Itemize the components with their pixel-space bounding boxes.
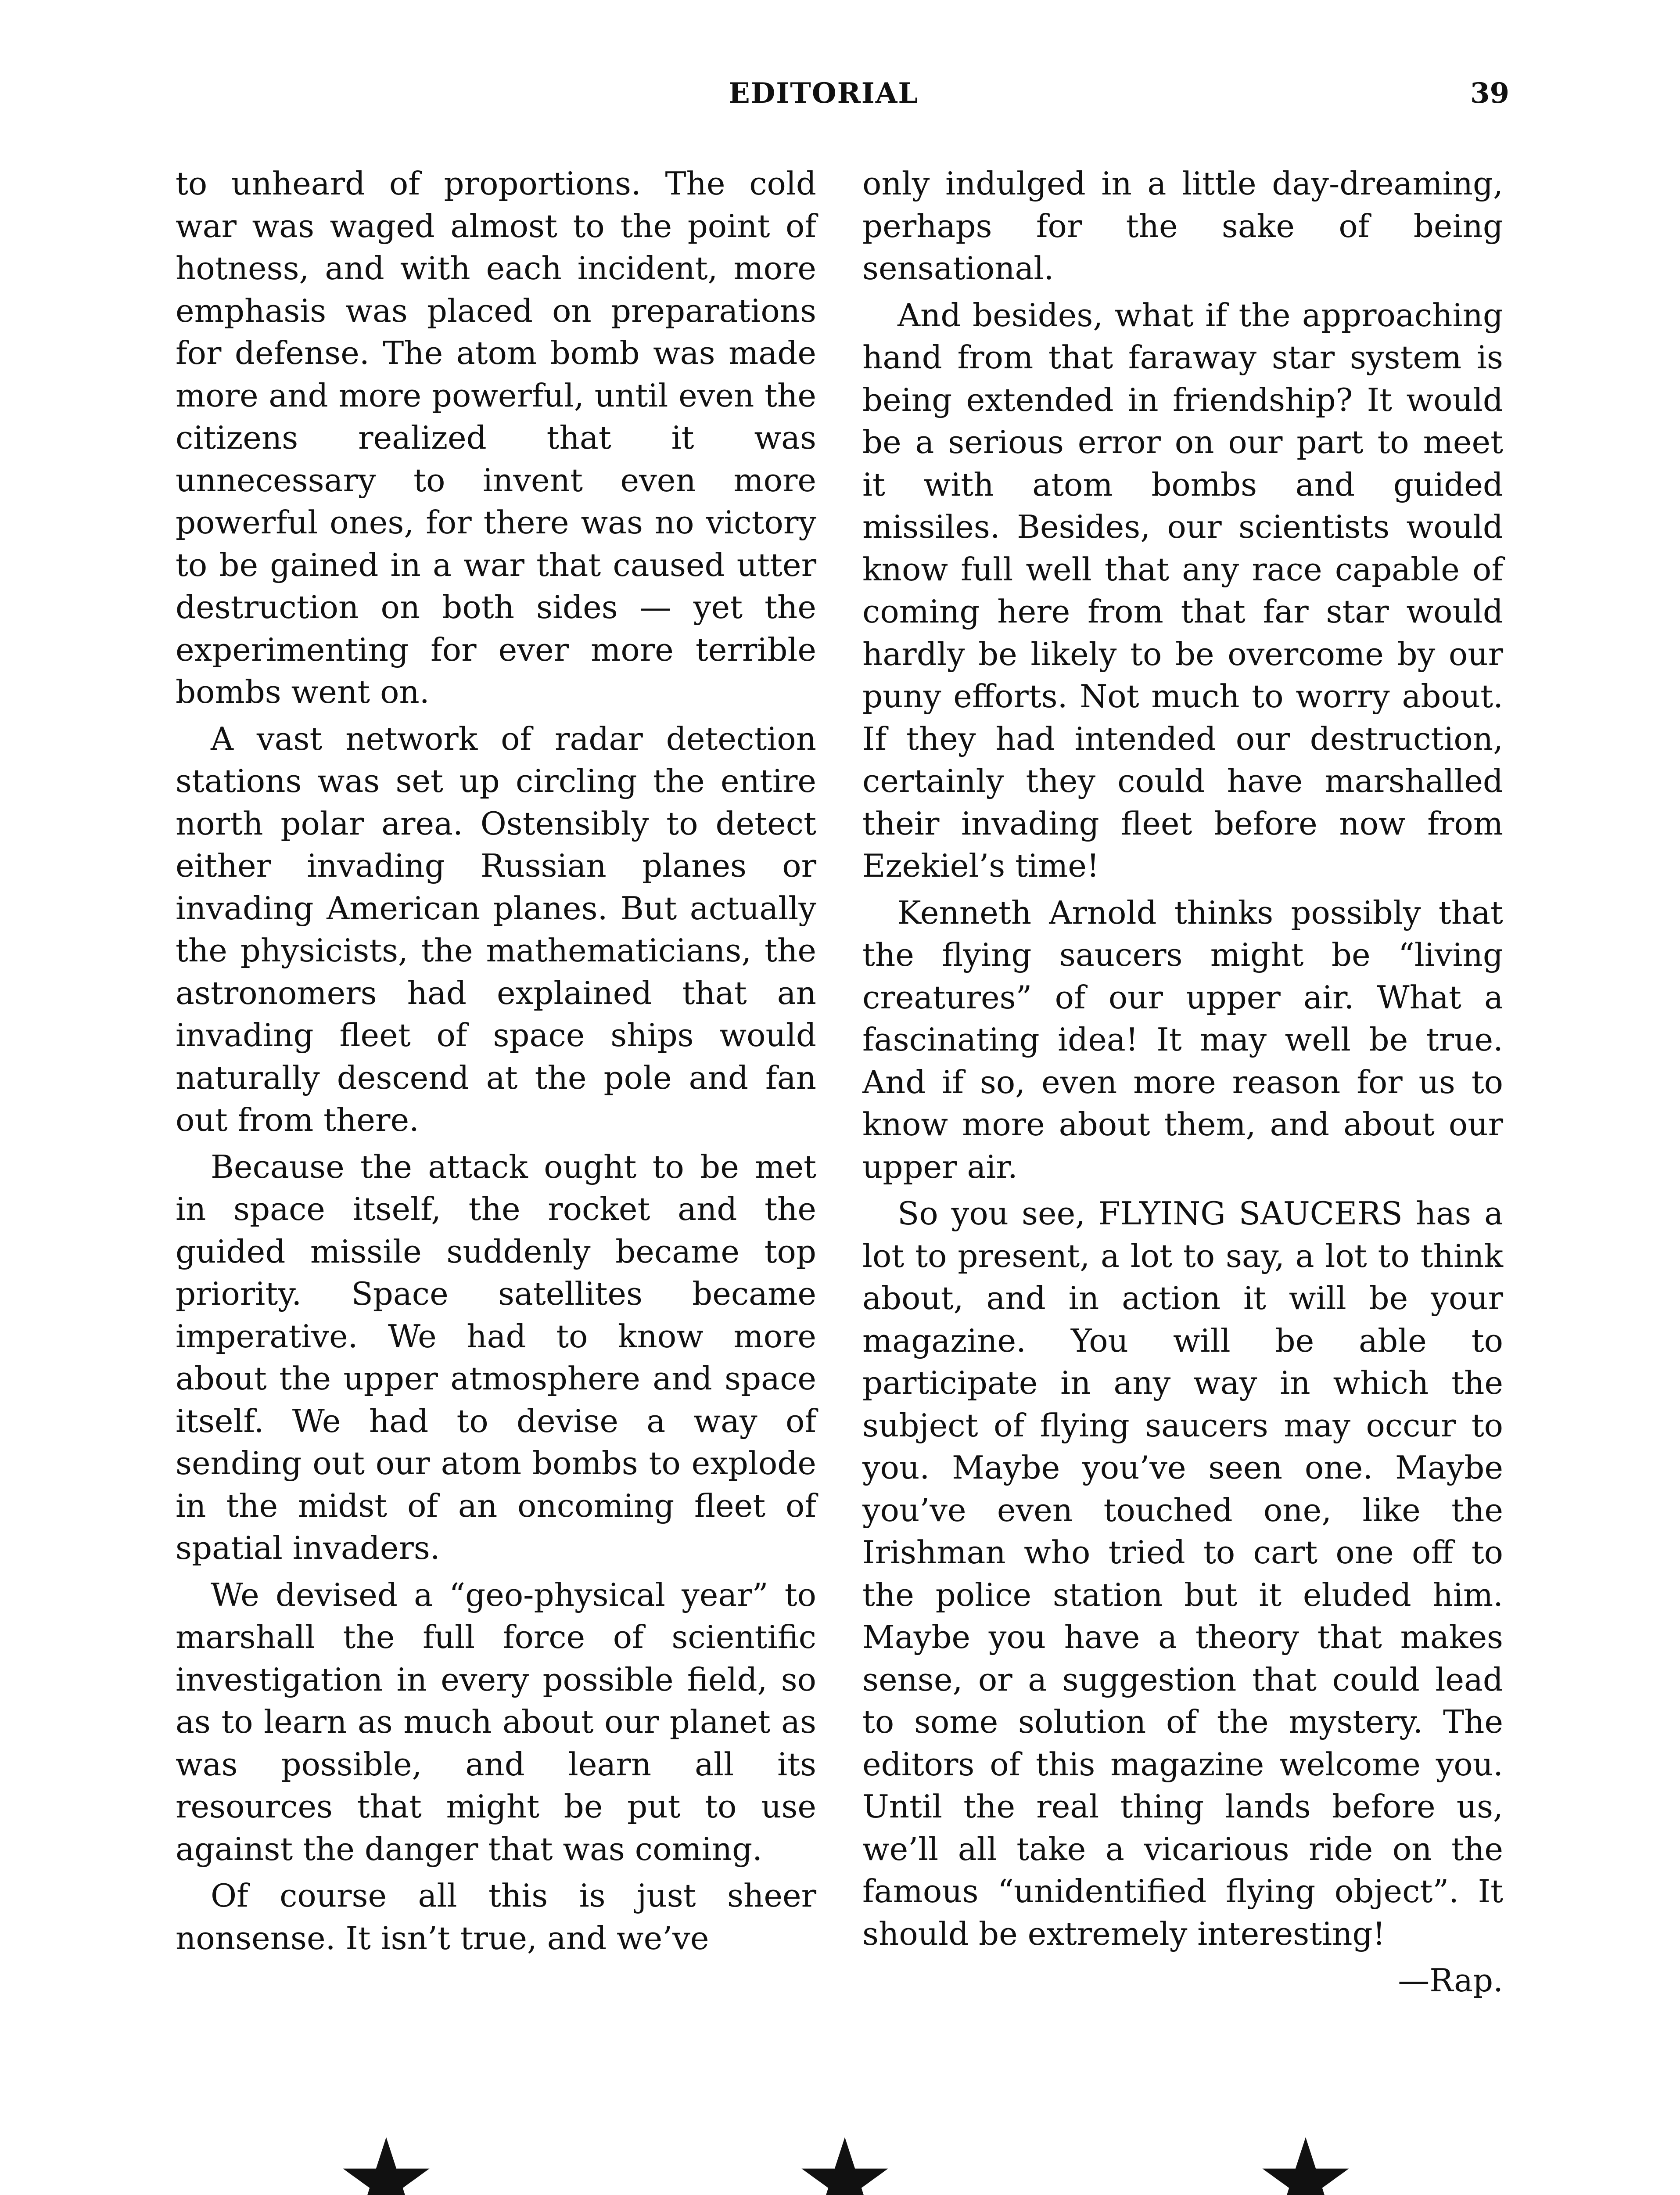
star-icon [1260, 2134, 1352, 2195]
star-ornament-row [0, 2134, 1680, 2195]
paragraph: only indulged in a little day-dreaming, perhaps for the sake of being sensational. [862, 165, 1503, 287]
star-icon [340, 2134, 432, 2195]
author-signature: —Rap. [1398, 1962, 1503, 1999]
paragraph: Of course all this is just sheer nonsense. It isn’t true, and we’ve [176, 1877, 816, 1957]
page-number: 39 [1470, 77, 1510, 110]
star-icon [799, 2134, 891, 2195]
right-column [862, 162, 1503, 2002]
left-column [176, 162, 816, 1964]
paragraph: And besides, what if the approaching hand from that faraway star system is being extended in friendship? It would be a serious error on our part to meet it with atom bombs and guided missiles. Besides, our scientists would know full well that any race capable of coming here from that far star would hardly be likely to be overcome by our puny efforts. Not much to worry about. If they had intended our destruction, certainly they could have marshalled their invading fleet before now from Ezekiel’s time! [862, 296, 1503, 884]
paragraph: Kenneth Arnold thinks possibly that the flying saucers might be “living creatures” of our upper air. What a fascinating idea! It may well be true. And if so, even more reason for us to know more about them, and about our upper air. [862, 894, 1503, 1185]
paragraph: We devised a “geo-physical year” to marshall the full force of scientific investigation in every possible field, so as to learn as much about our planet as was possible, and learn all its resources that might be put to use against the danger that was coming. [176, 1576, 816, 1868]
page-title: EDITORIAL [729, 77, 919, 110]
paragraph: A vast network of radar detection stations was set up circling the entire north polar area. Ostensibly to detect either invading Russian planes or invading American planes. But actually the physicists, the mathematicians, the astronomers had explained that an invading fleet of space ships would naturally descend at the pole and fan out from there. [176, 720, 816, 1138]
paragraph: to unheard of proportions. The cold war was waged almost to the point of hotness, and with each incident, more emphasis was placed on preparations for defense. The atom bomb was made more and more powerful, until even the citizens realized that it was unnecessary to invent even more powerful ones, for there was no victory to be gained in a war that caused utter destruction on both sides — yet the experimenting for ever more terrible bombs went on. [176, 165, 816, 710]
page-header [0, 77, 1680, 116]
paragraph: Because the attack ought to be met in space itself, the rocket and the guided missile suddenly became top priority. Space satellites became imperative. We had to know more about the upper atmosphere and space itself. We had to devise a way of sending out our atom bombs to explode in the midst of an oncoming fleet of spatial invaders. [176, 1148, 816, 1566]
paragraph: So you see, FLYING SAUCERS has a lot to present, a lot to say, a lot to think about, and in action it will be your magazine. You will be able to participate in any way in which the subject of flying saucers may occur to you. Maybe you’ve seen one. Maybe you’ve even touched one, like the Irishman who tried to cart one off to the police station but it eluded him. Maybe you have a theory that makes sense, or a suggestion that could lead to some solution of the mystery. The editors of this magazine welcome you. Until the real thing lands before us, we’ll all take a vicarious ride on the famous “unidentified flying object”. It should be extremely interesting! [862, 1195, 1503, 1952]
